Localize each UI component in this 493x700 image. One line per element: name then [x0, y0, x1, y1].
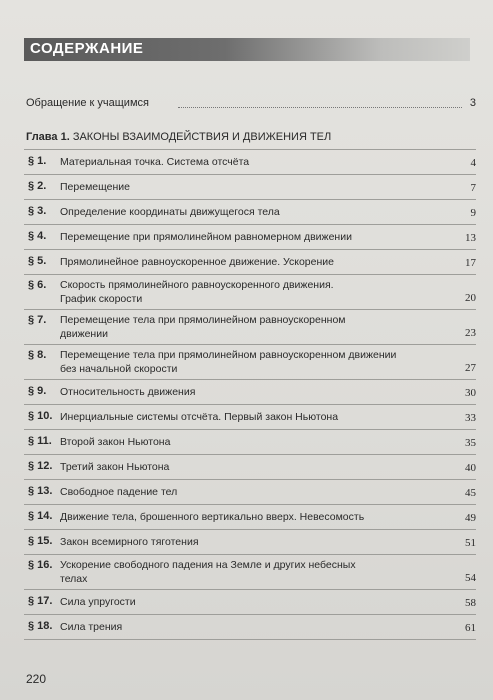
section-title-line: Определение координаты движущегося тела: [60, 206, 280, 218]
section-title: [60, 620, 420, 634]
section-title-line: Скорость прямолинейного равноускоренного движения.: [60, 279, 334, 291]
section-title-line: Ускорение свободного падения на Земле и других небесных: [60, 559, 356, 571]
section-page: 49: [465, 512, 476, 524]
toc-row: [24, 174, 476, 199]
toc-row: [24, 379, 476, 404]
toc-row: [24, 554, 476, 589]
section-page: 61: [465, 622, 476, 634]
section-title-line: Сила трения: [60, 621, 123, 633]
section-title: [60, 255, 420, 269]
chapter-title: ЗАКОНЫ ВЗАИМОДЕЙСТВИЯ И ДВИЖЕНИЯ ТЕЛ: [72, 131, 332, 143]
toc-row: [24, 344, 476, 379]
section-number: § 16.: [28, 559, 53, 571]
section-number: § 7.: [28, 314, 47, 326]
section-page: 7: [470, 182, 476, 194]
section-number: § 3.: [28, 205, 47, 217]
section-number: § 5.: [28, 255, 47, 267]
section-number: § 15.: [28, 535, 53, 547]
section-number: § 13.: [28, 485, 53, 497]
toc-row: [24, 224, 476, 249]
toc-row: [24, 429, 476, 454]
section-page: 54: [465, 572, 476, 584]
section-title-line: Сила упругости: [60, 596, 136, 608]
section-title-line: движении: [60, 328, 108, 340]
page-number: 220: [26, 672, 47, 686]
section-number: § 14.: [28, 510, 53, 522]
section-title-line: Относительность движения: [60, 386, 196, 398]
section-title-line: Перемещение тела при прямолинейном равноускоренном движении: [60, 349, 397, 361]
contents-header-bar: [24, 38, 470, 61]
section-number: § 8.: [28, 349, 47, 361]
section-title: [60, 460, 420, 474]
section-title-line: Третий закон Ньютона: [60, 461, 170, 473]
section-page: 27: [465, 362, 476, 374]
section-number: § 6.: [28, 279, 47, 291]
section-title: [60, 435, 420, 449]
section-page: 4: [470, 157, 476, 169]
section-title-line: без начальной скорости: [60, 363, 178, 375]
section-title-line: Прямолинейное равноускоренное движение. Ускорение: [60, 256, 334, 268]
section-page: 33: [465, 412, 476, 424]
toc-row: [24, 479, 476, 504]
section-title: [60, 278, 420, 306]
section-title-line: Перемещение: [60, 181, 130, 193]
section-number: § 12.: [28, 460, 53, 472]
toc-row: [24, 614, 476, 640]
section-title: [60, 155, 420, 169]
section-page: 9: [470, 207, 476, 219]
section-page: 20: [465, 292, 476, 304]
section-page: 58: [465, 597, 476, 609]
section-title: [60, 180, 420, 194]
table-of-contents: [24, 149, 476, 640]
section-title-line: Материальная точка. Система отсчёта: [60, 156, 250, 168]
section-title: [60, 205, 420, 219]
intro-page: 3: [469, 97, 476, 109]
contents-title: СОДЕРЖАНИЕ: [30, 40, 144, 57]
section-number: § 10.: [28, 410, 53, 422]
toc-row: [24, 454, 476, 479]
section-title-line: телах: [60, 573, 88, 585]
section-number: § 18.: [28, 620, 53, 632]
section-page: 40: [465, 462, 476, 474]
section-title-line: Движение тела, брошенного вертикально вверх. Невесомость: [60, 511, 365, 523]
section-title-line: Свободное падение тел: [60, 486, 178, 498]
section-page: 17: [465, 257, 476, 269]
section-number: § 11.: [28, 435, 52, 447]
chapter-heading: [26, 131, 331, 143]
section-page: 13: [465, 232, 476, 244]
toc-row: [24, 404, 476, 429]
section-number: § 2.: [28, 180, 47, 192]
section-title-line: Перемещение тела при прямолинейном равноускоренном: [60, 314, 346, 326]
section-number: § 1.: [28, 155, 47, 167]
section-page: 30: [465, 387, 476, 399]
section-title: [60, 410, 420, 424]
section-title: [60, 385, 420, 399]
section-page: 35: [465, 437, 476, 449]
toc-row: [24, 199, 476, 224]
dot-leader: [178, 107, 462, 108]
section-title: [60, 348, 420, 376]
section-number: § 9.: [28, 385, 47, 397]
section-page: 45: [465, 487, 476, 499]
toc-row: [24, 589, 476, 614]
section-number: § 17.: [28, 595, 53, 607]
toc-row: [24, 504, 476, 529]
section-title: [60, 595, 420, 609]
section-title-line: Инерциальные системы отсчёта. Первый закон Ньютона: [60, 411, 339, 423]
toc-row: [24, 249, 476, 274]
section-title: [60, 510, 420, 524]
toc-row: [24, 309, 476, 344]
section-title: [60, 230, 420, 244]
section-page: 51: [465, 537, 476, 549]
section-title: [60, 535, 420, 549]
section-title: [60, 558, 420, 586]
intro-title: Обращение к учащимся: [26, 97, 149, 109]
toc-row: [24, 274, 476, 309]
chapter-label: Глава 1.: [26, 131, 70, 143]
section-title-line: График скорости: [60, 293, 143, 305]
section-title-line: Закон всемирного тяготения: [60, 536, 199, 548]
section-title: [60, 485, 420, 499]
intro-entry: [26, 97, 476, 113]
section-page: 23: [465, 327, 476, 339]
toc-row: [24, 149, 476, 174]
toc-row: [24, 529, 476, 554]
section-number: § 4.: [28, 230, 47, 242]
section-title: [60, 313, 420, 341]
section-title-line: Второй закон Ньютона: [60, 436, 171, 448]
section-title-line: Перемещение при прямолинейном равномерном движении: [60, 231, 352, 243]
